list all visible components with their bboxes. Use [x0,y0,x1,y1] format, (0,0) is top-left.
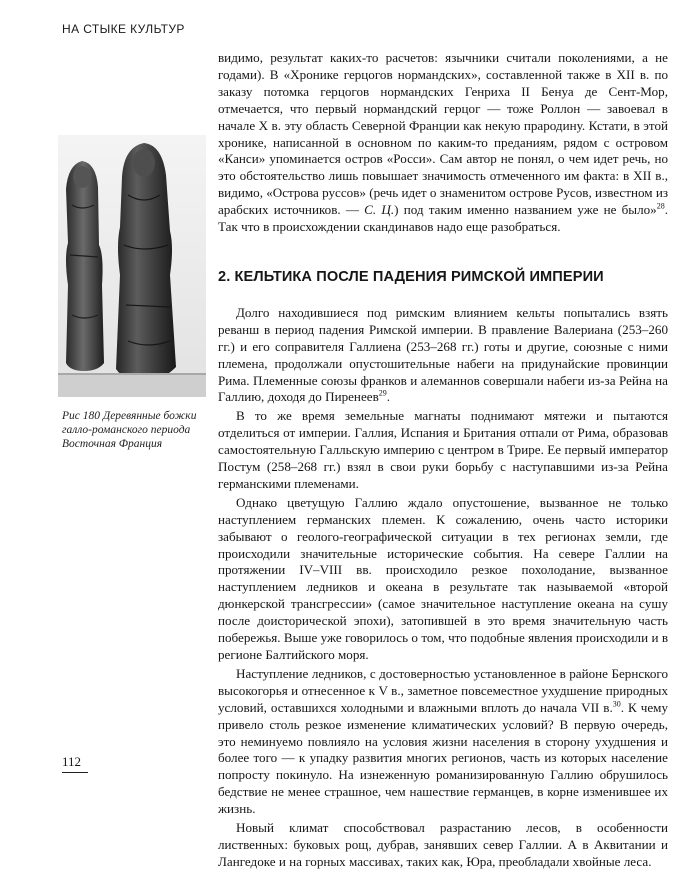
paragraph-4: Наступление ледников, с достоверностью установленное в районе Бернского высокогорья и отнесенное к V в., заметное повсеместное ухудшение природных условий, оставшихся холодными и влажными вплоть до начала VII в.$^{30}$. К чему привело столь резкое изменение климатических условий? В первую очередь, это неминуемо повлияло на условия жизни населения в сторону ухудшения и более того — к упадку развития многих регионов, часть из которых население попросту покинуло. На изнеженную романизированную Галлию обрушилось бедствие не менее страшное, чем нашествие германцев, в корне изменившее их жизнь. [218,665,668,817]
running-head: НА СТЫКЕ КУЛЬТУР [62,22,185,36]
footnote-ref-28: 28 [656,201,665,211]
author-initials: С. Ц. [364,202,395,218]
page-number-rule [62,772,88,773]
paragraph-3: Однако цветущую Галлию ждало опустошение, вызванное не только наступлением германских племен. К сожалению, очень часто историки забывают о геолого-географической ситуации в тех регионах земли, где происходили значительные исторические события. На севере Галлии на протяжении IV–VIII вв. происходило резкое похолодание, вызванное наступлением ледников и океана в результате так называемой «второй дюнкерской трансгрессии» (самое значительное наступление океана на сушу после доисторической эпохи), затопившей в это время значительную часть побережья. Выше уже говорилось о том, что подобные явления происходили и в регионе Балтийского моря. [218,494,668,662]
figure-caption: Рис 180 Деревянные божки галло-романского периода Восточная Франция [62,410,197,450]
main-text [218,50,668,871]
figure-wooden-idols [58,135,206,397]
section-heading: 2. КЕЛЬТИКА ПОСЛЕ ПАДЕНИЯ РИМСКОЙ ИМПЕРИИ [218,268,604,285]
paragraph-1: Долго находившиеся под римским влиянием кельты попытались взять реванш в период падения Римской империи. В правление Валериана (253–260 гг.) и его соправителя Галлиена (253–268 гг.) готы и другие, союзные с ними племена, продолжали опустошительные набеги на придунайские провинции Рима. Племенные союзы франков и алеманнов совершали набеги из-за Рейна на Галлию, доходя до Пиренеев$^{29}$. [218,304,668,405]
paragraph-5: Новый климат способствовал разрастанию лесов, в особенности лиственных: буковых рощ, дубрав, занявших север Галлии. А в Аквитании и Лангедоке и на горных массивах, таких как, Юра, преобладали хвойные леса. [218,820,668,869]
page-number: 112 [62,754,82,769]
wooden-idols-photo [58,135,206,397]
footnote-ref-30: 30 [612,699,621,709]
paragraph-2: В то же время земельные магнаты поднимают мятежи и пытаются отделиться от империи. Галлия, Испания и Британия отпали от Рима, образовав самостоятельную Галльскую империю с центром в Трире. Ее первый император Постум (258–268 гг.) взял в свои руки борьбу с наступавшими из-за Рейна германскими племенами. [218,408,668,491]
paragraph-intro: видимо, результат каких-то расчетов: язычники считали поколениями, а не годами). В «Хронике герцогов нормандских», составленной также в XII в. по заказу потомка герцогов нормандских Генриха II Бенуа де Сент-Мор, отмечается, что первый нормандский герцог — тоже Роллон — завоевал в начале X в. эту область Северной Франции как некую прародину. Кстати, в этой хронике, написанной в основном по каким-то преданиям, рядом с островом «Канси» упоминается остров «Росси». Сам автор не понял, о чем идет речь, но это обстоятельство лишь повышает значимость отмеченного им факта: в XII в., видимо, «Острова руссов» (речь идет о знаменитом острове Русов, известном из арабских источников. — С. Ц.) под таким именно названием уже не было»$^{28}$. Так что в происхождении скандинавов надо еще разобраться. [218,50,669,235]
footnote-ref-29: 29 [378,389,387,399]
